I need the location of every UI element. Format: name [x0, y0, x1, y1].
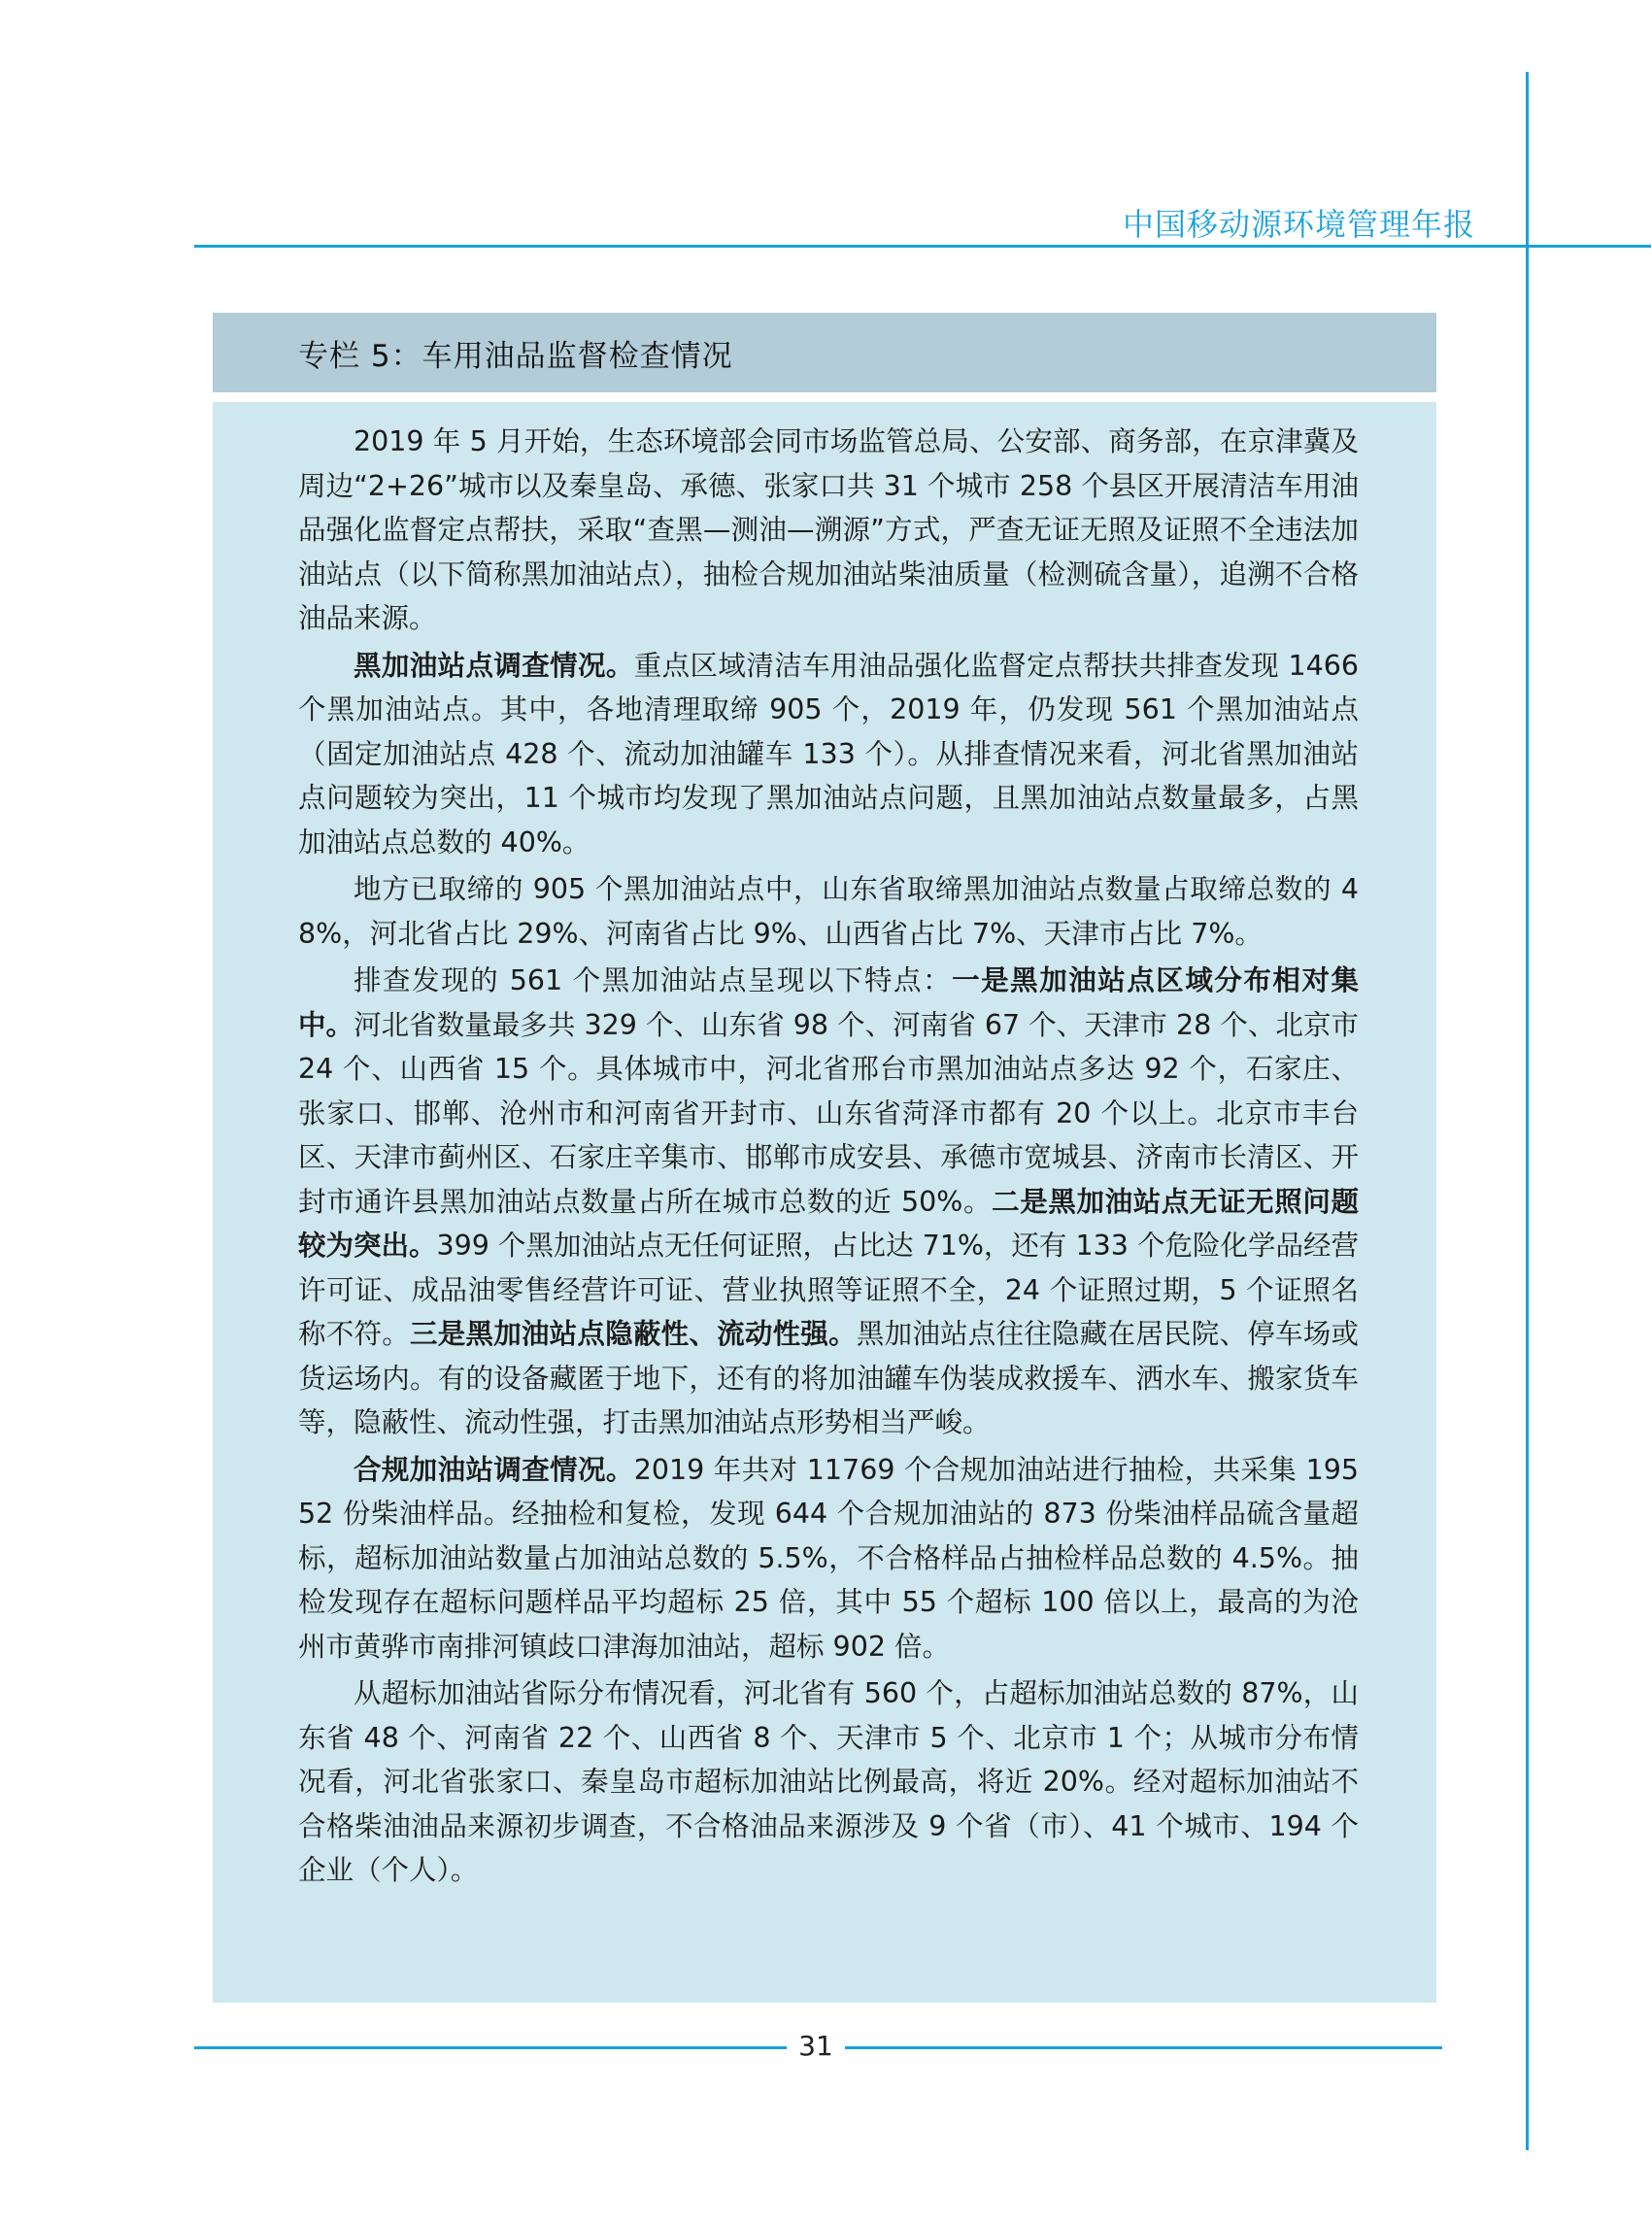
text-run: 排查发现的 561 个黑加油站点呈现以下特点： — [354, 964, 953, 996]
bold-heading-run: 合规加油站调查情况。 — [354, 1453, 634, 1486]
footer-rule-right — [845, 2046, 1442, 2049]
paragraph-1 — [298, 420, 1359, 641]
text-run: 2019 年 5 月开始，生态环境部会同市场监管总局、公安部、商务部，在京津冀及周边“2+26”城市以及秦皇岛、承德、张家口共 31 个城市 258 个县区开展清洁车用油品强化监督定点帮扶，采取“查黑—测油—溯源”方式，严查无证无照及证照不全违法加油站点（以下简称黑加油站点），抽检合规加油站柴油质量（检测硫含量），追溯不合格油品来源。 — [298, 425, 1359, 634]
paragraph-4 — [298, 959, 1359, 1445]
header-rule — [194, 245, 1651, 248]
bold-heading-run: 二是黑加油站点无证无照问题较为突出。 — [298, 1185, 1359, 1262]
paragraph-5 — [298, 1448, 1359, 1670]
column-title: 专栏 5：车用油品监督检查情况 — [298, 338, 733, 374]
text-run: 2019 年共对 11769 个合规加油站进行抽检，共采集 19552 份柴油样品。经抽检和复检，发现 644 个合规加油站的 873 份柴油样品硫含量超标，超标加油站数量占加油站总数的 5.5%，不合格样品占抽检样品总数的 4.5%。抽检发现存在超标问题样品平均超标 25 倍，其中 55 个超标 100 倍以上，最高的为沧州市黄骅市南排河镇歧口津海加油站，超标 902 倍。 — [298, 1453, 1359, 1663]
text-run: 地方已取缔的 905 个黑加油站点中，山东省取缔黑加油站点数量占取缔总数的 48%，河北省占比 29%、河南省占比 9%、山西省占比 7%、天津市占比 7%。 — [298, 873, 1359, 950]
paragraph-3 — [298, 867, 1359, 956]
bold-heading-run: 黑加油站点调查情况。 — [354, 649, 634, 682]
text-run: 黑加油站点往往隐藏在居民院、停车场或货运场内。有的设备藏匿于地下，还有的将加油罐车伪装成救援车、洒水车、搬家货车等，隐蔽性、流动性强，打击黑加油站点形势相当严峻。 — [298, 1318, 1359, 1438]
paragraph-2 — [298, 644, 1359, 865]
paragraph-6 — [298, 1671, 1359, 1893]
text-run: 河北省数量最多共 329 个、山东省 98 个、河南省 67 个、天津市 28 个、北京市 24 个、山西省 15 个。具体城市中，河北省邢台市黑加油站点多达 92 个，石家庄、张家口、邯郸、沧州市和河南省开封市、山东省菏泽市都有 20 个以上。北京市丰台区、天津市蓟州区、石家庄辛集市、邯郸市成安县、承德市宽城县、济南市长清区、开封市通许县黑加油站点数量占所在城市总数的近 50%。 — [298, 1008, 1359, 1218]
text-run: 399 个黑加油站点无任何证照，占比达 71%，还有 133 个危险化学品经营许可证、成品油零售经营许可证、营业执照等证照不全，24 个证照过期，5 个证照名称不符。 — [298, 1230, 1359, 1350]
column-title-bar — [213, 313, 1436, 392]
page-number: 31 — [798, 2030, 833, 2062]
running-header-title: 中国移动源环境管理年报 — [1122, 206, 1475, 243]
text-run: 重点区域清洁车用油品强化监督定点帮扶共排查发现 1466 个黑加油站点。其中，各地清理取缔 905 个，2019 年，仍发现 561 个黑加油站点（固定加油站点 428 个、流动加油罐车 133 个）。从排查情况来看，河北省黑加油站点问题较为突出，11 个城市均发现了黑加油站点问题，且黑加油站点数量最多，占黑加油站点总数的 40%。 — [298, 649, 1359, 859]
column-body — [213, 402, 1436, 2003]
text-run: 从超标加油站省际分布情况看，河北省有 560 个，占超标加油站总数的 87%，山东省 48 个、河南省 22 个、山西省 8 个、天津市 5 个、北京市 1 个；从城市分布情况看，河北省张家口、秦皇岛市超标加油站比例最高，将近 20%。经对超标加油站不合格柴油油品来源初步调查，不合格油品来源涉及 9 个省（市）、41 个城市、194 个企业（个人）。 — [298, 1677, 1359, 1886]
bold-heading-run: 三是黑加油站点隐蔽性、流动性强。 — [409, 1318, 857, 1350]
footer-rule-left — [194, 2046, 787, 2049]
bold-heading-run: 一是黑加油站点区域分布相对集中。 — [298, 964, 1359, 1041]
right-margin-rule — [1526, 72, 1529, 2150]
